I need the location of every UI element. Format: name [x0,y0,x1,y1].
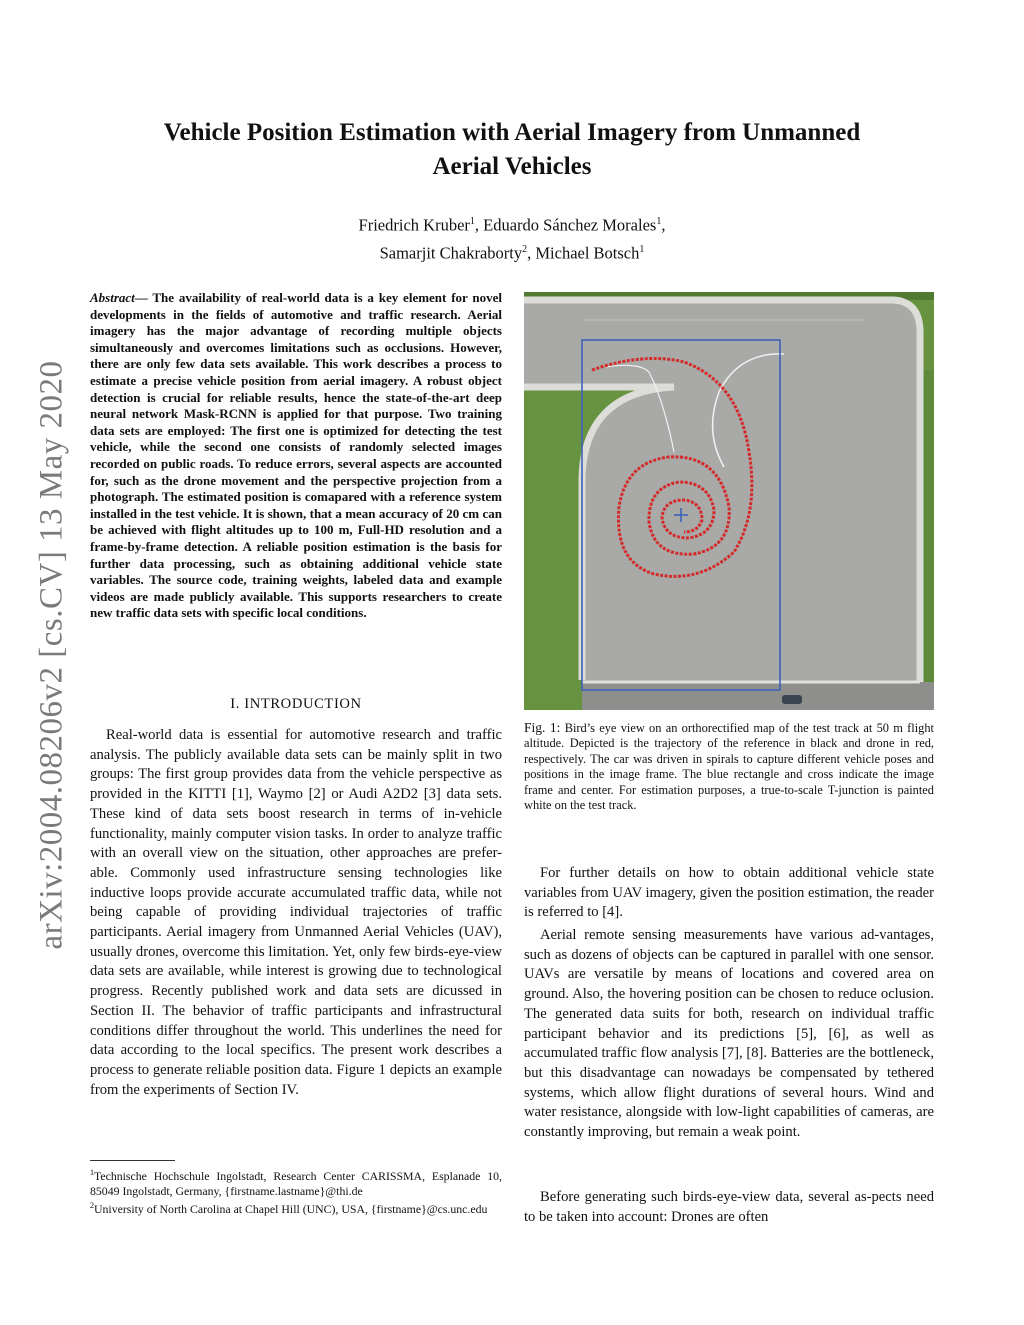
footnote-text: University of North Carolina at Chapel Hill (UNC), USA, {firstname}@cs.unc.edu [94,1201,488,1216]
footnote-rule [90,1160,175,1161]
arxiv-identifier: arXiv:2004.08206v2 [cs.CV] 13 May 2020 [33,360,70,950]
test-vehicle [782,695,802,704]
introduction-body [90,726,502,1100]
abstract [90,290,502,622]
author-list [180,210,844,265]
author-separator: , [527,243,536,262]
section-heading-introduction: I. INTRODUCTION [230,696,362,712]
paper-title: Vehicle Position Estimation with Aerial Imagery from Unmanned Aerial Vehicles [163,119,861,180]
author-line-1 [180,210,844,238]
figure-label: Fig. 1: [524,720,561,735]
right-column-paragraph-3 [524,1188,934,1227]
author-separator: , [661,215,666,235]
introduction-paragraph: Real-world data is essential for automotive research and traffic analysis. The publicly available data sets can be mainly split in two groups: The first group provides data from the vehicle perspective as provided in the KITTI [1], Waymo [2] or Audi A2D2 [3] data sets. These kind of data sets boost research in terms of in-vehicle functionality, mainly computer vision tasks. In order to analyze traffic with an overall view on the situation, other approaches are prefer-able. Commonly used infrastructure sensing technologies like inductive loops provide accurate accumulated traffic data, while not being capable of providing individual trajectories of traffic participants. Aerial imagery from Unmanned Aerial Vehicles (UAV), usually drones, overcome this limitation. Yet, only few birds-eye-view data sets are available, while interest is growing due to technological progress. Recently published work and data sets are dicussed in Section II. The behavior of traffic participants and infrastructural conditions differ throughout the world. This underlines the need for data according to the local specifics. The present work describes a process to generate reliable position data. Figure 1 depicts an example from the experiments of Section IV. [90,727,502,1098]
author-name: Michael Botsch [535,243,640,262]
author-affiliation: 2 [522,243,528,255]
footnote-text: Technische Hochschule Ingolstadt, Research Center CARISSMA, Esplanade 10, 85049 Ingolstadt, Germany, {firstname.lastname}@thi.de [90,1168,502,1198]
abstract-label: Abstract [90,290,135,305]
author-name: Friedrich Kruber [358,215,470,235]
author-line-2 [180,238,844,266]
footnotes [90,1166,502,1216]
footnote-2 [90,1199,502,1217]
aerial-track-illustration [524,292,934,710]
author-name: Eduardo Sánchez Morales [483,215,657,235]
author-affiliation: 1 [469,216,475,227]
right-column-paragraph-2 [524,926,934,1143]
author-separator: , [474,215,484,235]
paragraph: For further details on how to obtain additional vehicle state variables from UAV imagery, given the position estimation, the reader is referred to [4]. [524,865,934,921]
footnote-mark: 2 [90,1200,94,1210]
right-column-paragraph-1 [524,864,934,923]
figure-1-caption [524,720,934,813]
author-affiliation: 1 [656,216,662,227]
footnote-mark: 1 [90,1168,94,1177]
figure-1-aerial-image [524,292,934,710]
figure-caption-text: Bird’s eye view on an orthorectified map of the test track at 50 m flight altitude. Depicted is the trajectory of the reference in black and drone in red, respectively. The car was driven in spirals to capture different vehicle poses and positions in the image frame. The blue rectangle and cross indicate the image frame and center. For estimation purposes, a true-to-scale T-junction is painted white on the test track. [524,721,934,813]
paragraph: Aerial remote sensing measurements have various ad-vantages, such as dozens of objects can be captured in parallel with one sensor. UAVs are versatile by means of locations and covered area on ground. Also, the hovering position can be chosen to reduce oclusion. The generated data suits for both, research on individual traffic participant behavior and its predictions [5], [6], as well as accumulated traffic flow analysis [7], [8]. Batteries are the bottleneck, but this disadvantage can nowadays be compensated by tethered systems, which allow flight durations of several hours. Wind and water resistance, alongside with low-light capabilities of cameras, are constantly improving, but remain a weak point. [524,927,934,1141]
author-name: Samarjit Chakraborty [379,243,523,262]
road-bottom [582,682,934,710]
paragraph: Before generating such birds-eye-view data, several as-pects need to be taken into account: Drones are often [524,1189,934,1225]
author-affiliation: 1 [639,243,645,255]
footnote-1 [90,1166,502,1199]
abstract-text: — The availability of real-world data is a key element for novel developments in the fields of automotive and traffic research. Aerial imagery has the major advantage of recording multiple objects simultaneously and overcomes limitations such as occlusions. However, there are only few data sets available. This work describes a process to estimate a precise vehicle position from aerial imagery. A robust object detection is crucial for reliable results, hence the state-of-the-art deep neural network Mask-RCNN is applied for that purpose. Two training data sets are employed: The first one is optimized for detecting the test vehicle, while the second one consists of randomly selected images recorded on public roads. To reduce errors, several aspects are accounted for, such as the drone movement and the perspective projection from a photograph. The estimated position is comapared with a reference system installed in the test vehicle. It is shown, that a mean accuracy of 20 cm can be achieved with flight altitudes up to 100 m, Full-HD resolution and a frame-by-frame detection. A reliable position estimation is the basis for further data processing, such as obtaining additional vehicle state variables. The source code, training weights, labeled data and example videos are made publicly available. This supports researchers to create new traffic data sets with specific local conditions. [90,290,502,621]
